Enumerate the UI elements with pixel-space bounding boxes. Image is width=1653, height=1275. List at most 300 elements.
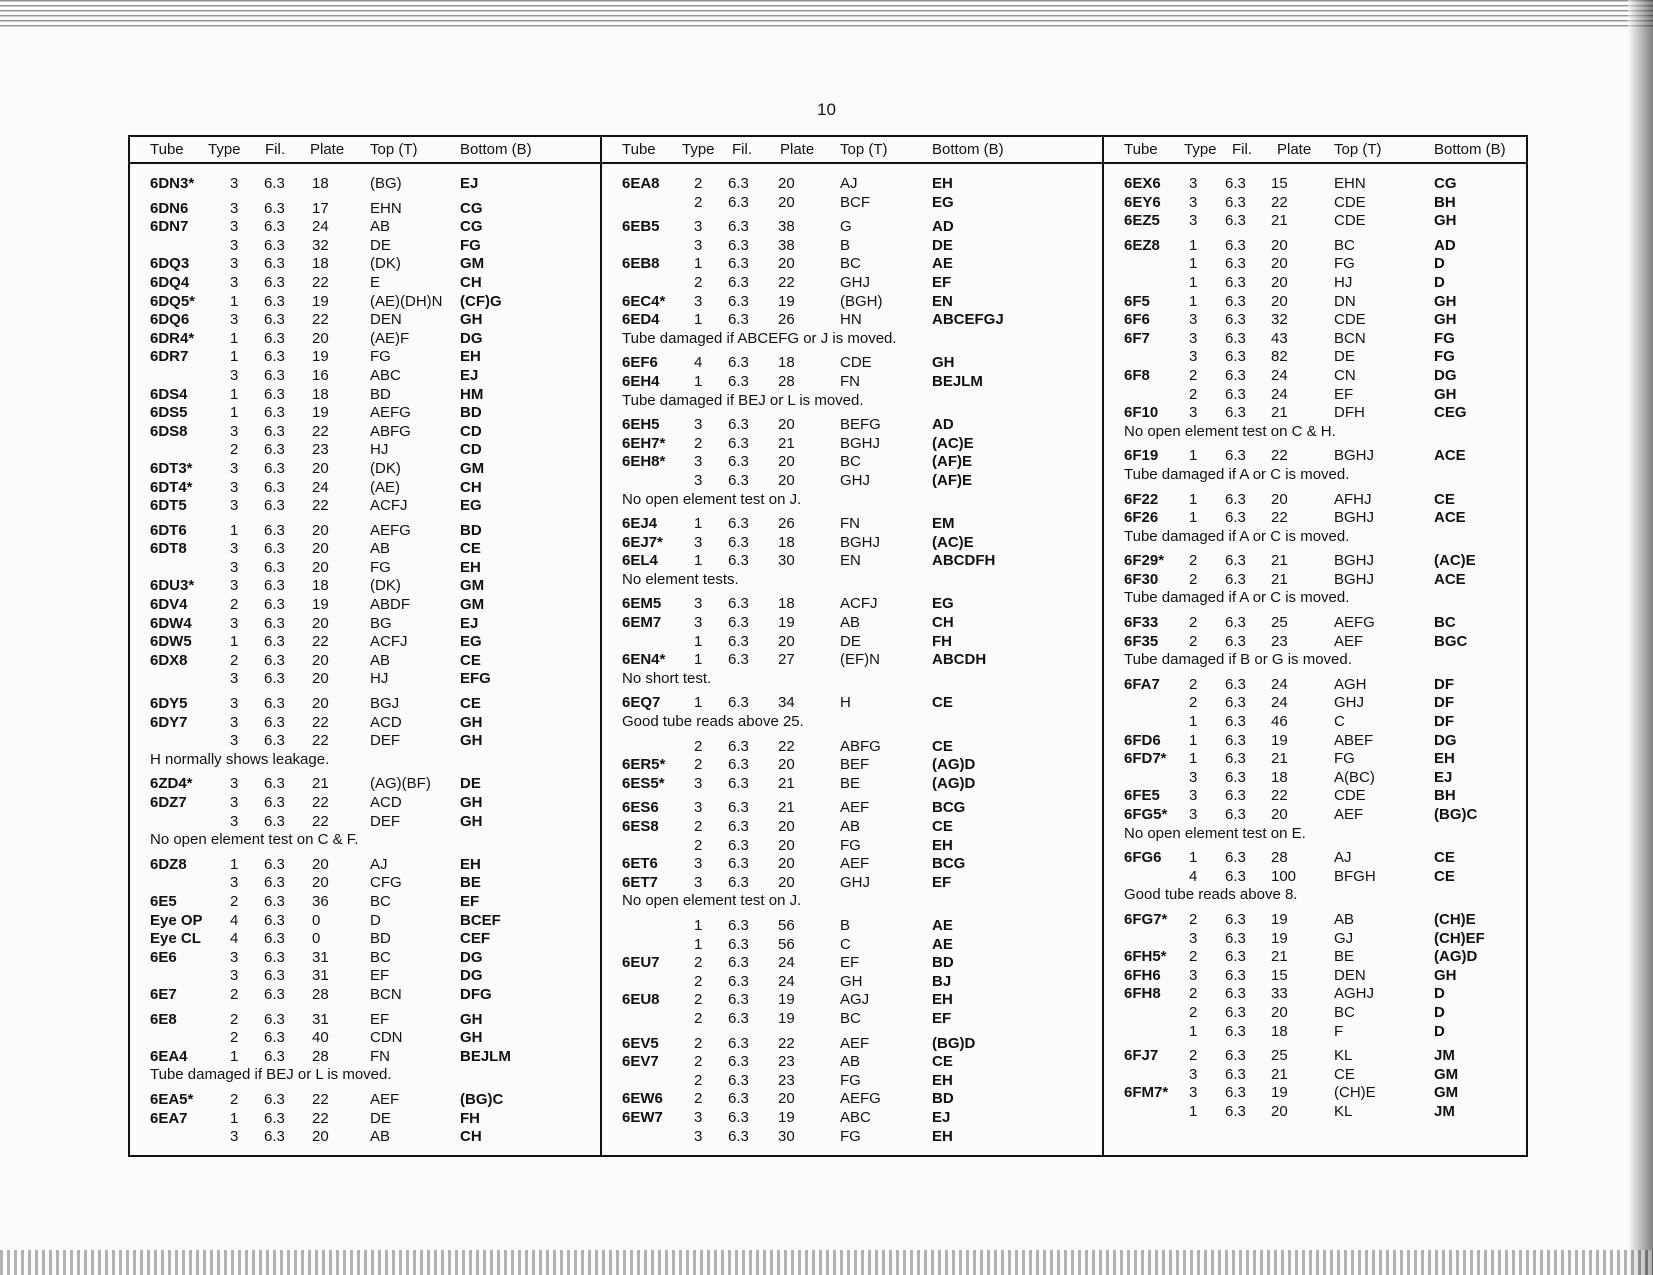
top-cell: BC: [370, 892, 391, 910]
type-cell: 2: [694, 273, 703, 291]
bottom-cell: EN: [932, 292, 953, 310]
top-cell: E: [370, 273, 381, 291]
fil-cell: 6.3: [264, 855, 285, 873]
plate-cell: 18: [1271, 1022, 1288, 1040]
top-cell: CDE: [1334, 787, 1366, 805]
top-cell: BGHJ: [840, 434, 881, 452]
bottom-cell: AE: [932, 916, 953, 934]
note-text: Tube damaged if ABCEFG or J is moved.: [622, 329, 897, 347]
fil-cell: 6.3: [1225, 292, 1246, 310]
fil-cell: 6.3: [728, 694, 749, 712]
bottom-cell: D: [1434, 273, 1445, 291]
table-row: [1104, 552, 1526, 571]
top-cell: BE: [840, 774, 861, 792]
type-cell: 3: [694, 236, 703, 254]
bottom-cell: (AC)E: [1434, 552, 1476, 570]
type-cell: 1: [1189, 255, 1198, 273]
plate-cell: 28: [312, 985, 329, 1003]
column-header: Top (T): [370, 141, 418, 158]
table-row: [1104, 985, 1526, 1004]
plate-cell: 21: [1271, 570, 1288, 588]
type-cell: 3: [694, 416, 703, 434]
top-cell: AGJ: [840, 991, 870, 1009]
column-header: Bottom (B): [932, 141, 1004, 158]
table-row: [130, 559, 600, 578]
plate-cell: 40: [312, 1029, 329, 1047]
bottom-cell: D: [1434, 1003, 1445, 1021]
type-cell: 1: [230, 1047, 239, 1065]
plate-cell: 22: [312, 633, 329, 651]
tube-cell: 6EU8: [622, 991, 660, 1009]
bottom-cell: BEJLM: [460, 1047, 511, 1065]
tube-cell: 6DT6: [150, 521, 187, 539]
top-cell: BGHJ: [1334, 552, 1375, 570]
top-cell: C: [840, 935, 851, 953]
type-cell: 3: [694, 218, 703, 236]
fil-cell: 6.3: [264, 558, 285, 576]
fil-cell: 6.3: [264, 1090, 285, 1108]
plate-cell: 38: [778, 236, 795, 254]
type-cell: 1: [230, 292, 239, 310]
table-row: [602, 1090, 1102, 1109]
table-header: [1104, 137, 1526, 164]
top-cell: BFGH: [1334, 867, 1376, 885]
tube-cell: 6EH8*: [622, 453, 666, 471]
bottom-cell: (CH)E: [1434, 910, 1476, 928]
top-cell: BGHJ: [1334, 509, 1375, 527]
fil-cell: 6.3: [728, 1053, 749, 1071]
type-cell: 1: [694, 255, 703, 273]
plate-cell: 32: [1271, 311, 1288, 329]
column-header: Type: [1184, 141, 1217, 158]
tube-cell: 6EH4: [622, 372, 660, 390]
type-cell: 1: [1189, 731, 1198, 749]
plate-cell: 22: [312, 732, 329, 750]
table-row: [130, 1091, 600, 1110]
type-cell: 2: [1189, 675, 1198, 693]
bottom-cell: DG: [460, 948, 483, 966]
tube-cell: 6ED4: [622, 311, 660, 329]
top-cell: FG: [370, 558, 391, 576]
table-row: [1104, 787, 1526, 806]
bottom-cell: ABCDH: [932, 651, 987, 669]
fil-cell: 6.3: [1225, 849, 1246, 867]
bottom-cell: GM: [460, 577, 485, 595]
fil-cell: 6.3: [728, 935, 749, 953]
table-row: [130, 714, 600, 733]
top-cell: AGHJ: [1334, 985, 1375, 1003]
bottom-cell: BD: [460, 404, 482, 422]
type-cell: 3: [1189, 1084, 1198, 1102]
fil-cell: 6.3: [1225, 806, 1246, 823]
plate-cell: 32: [312, 236, 329, 254]
table-row: [602, 775, 1102, 794]
fil-cell: 6.3: [1225, 1047, 1246, 1065]
fil-cell: 6.3: [264, 404, 285, 422]
bottom-cell: BC: [1434, 614, 1456, 632]
type-cell: 3: [230, 713, 239, 731]
plate-cell: 28: [312, 1047, 329, 1065]
type-cell: 2: [1189, 948, 1198, 966]
bottom-cell: CEG: [1434, 404, 1467, 422]
table-row: [602, 1109, 1102, 1128]
type-cell: 3: [694, 799, 703, 817]
bottom-cell: CE: [932, 818, 953, 835]
table-row: [602, 837, 1102, 856]
plate-cell: 100: [1271, 867, 1297, 885]
fil-cell: 6.3: [264, 596, 285, 614]
fil-cell: 6.3: [1225, 632, 1246, 650]
table-row: [1104, 194, 1526, 213]
bottom-cell: GM: [460, 459, 485, 477]
plate-cell: 22: [1271, 193, 1288, 211]
bottom-cell: BJ: [932, 972, 952, 990]
type-cell: 3: [230, 422, 239, 440]
top-cell: GHJ: [1334, 694, 1364, 712]
type-cell: 4: [230, 930, 239, 948]
plate-cell: 31: [312, 948, 329, 966]
fil-cell: 6.3: [264, 713, 285, 731]
plate-cell: 20: [1271, 255, 1288, 273]
fil-cell: 6.3: [264, 1128, 285, 1146]
bottom-cell: (AG)D: [932, 774, 976, 792]
type-cell: 2: [694, 1034, 703, 1052]
plate-cell: 20: [778, 416, 795, 434]
table-note: [1104, 589, 1526, 608]
type-cell: 3: [230, 255, 239, 273]
type-cell: 2: [1189, 366, 1198, 384]
type-cell: 4: [694, 354, 703, 372]
type-cell: 3: [1189, 768, 1198, 786]
type-cell: 2: [230, 441, 239, 459]
bottom-cell: DF: [1434, 675, 1454, 693]
table-row: [1104, 750, 1526, 769]
tube-cell: 6DQ5*: [150, 292, 196, 310]
bottom-cell: (CH)EF: [1434, 929, 1485, 947]
plate-cell: 22: [312, 497, 329, 515]
bottom-cell: (AC)E: [932, 533, 974, 551]
bottom-cell: D: [1434, 1022, 1445, 1040]
bottom-cell: EH: [932, 836, 953, 854]
plate-cell: 19: [1271, 731, 1288, 749]
bottom-cell: ABCDFH: [932, 552, 996, 570]
table-row: [602, 818, 1102, 837]
tube-cell: 6DY7: [150, 713, 188, 731]
tube-cell: 6DS8: [150, 422, 188, 440]
table-row: [130, 633, 600, 652]
table-note: [1104, 651, 1526, 670]
bottom-cell: FG: [1434, 329, 1455, 347]
plate-cell: 24: [778, 972, 795, 990]
fil-cell: 6.3: [728, 1127, 749, 1145]
type-cell: 2: [694, 1009, 703, 1027]
fil-cell: 6.3: [728, 175, 749, 192]
tube-cell: 6ET6: [622, 855, 658, 873]
tube-cell: 6EH5: [622, 416, 660, 434]
bottom-cell: GH: [1434, 212, 1457, 230]
table-body: [602, 175, 1102, 1146]
note-text: No element tests.: [622, 570, 739, 588]
fil-cell: 6.3: [264, 670, 285, 688]
bottom-cell: CG: [460, 218, 483, 236]
fil-cell: 6.3: [1225, 212, 1246, 230]
table-row: [602, 534, 1102, 553]
bottom-cell: BD: [460, 521, 482, 539]
tube-cell: 6FM7*: [1124, 1084, 1169, 1102]
type-cell: 1: [1189, 509, 1198, 527]
bottom-cell: DF: [1434, 713, 1454, 731]
top-cell: EF: [1334, 385, 1354, 403]
plate-cell: 20: [778, 818, 795, 835]
plate-cell: 20: [312, 670, 329, 688]
bottom-cell: EH: [932, 1127, 953, 1145]
fil-cell: 6.3: [264, 633, 285, 651]
top-cell: HJ: [1334, 273, 1353, 291]
table-row: [602, 1053, 1102, 1072]
tube-cell: 6F22: [1124, 490, 1159, 508]
fil-cell: 6.3: [1225, 750, 1246, 768]
bottom-cell: CH: [932, 614, 954, 632]
tube-cell: 6FH5*: [1124, 948, 1167, 966]
plate-cell: 27: [778, 651, 795, 669]
plate-cell: 18: [312, 385, 329, 403]
tube-cell: 6EB8: [622, 255, 660, 273]
table-row: [602, 293, 1102, 312]
top-cell: KL: [1334, 1047, 1353, 1065]
top-cell: AJ: [1334, 849, 1352, 867]
tube-cell: 6DQ3: [150, 255, 190, 273]
note-text: Tube damaged if BEJ or L is moved.: [622, 391, 864, 409]
top-cell: BD: [370, 385, 391, 403]
plate-cell: 22: [1271, 447, 1288, 465]
fil-cell: 6.3: [1225, 1084, 1246, 1102]
type-cell: 3: [230, 236, 239, 254]
fil-cell: 6.3: [728, 991, 749, 1009]
table-row: [130, 1048, 600, 1067]
fil-cell: 6.3: [728, 354, 749, 372]
plate-cell: 43: [1271, 329, 1288, 347]
plate-cell: 33: [1271, 985, 1288, 1003]
table-column-1: [130, 137, 600, 1155]
table-row: [1104, 849, 1526, 868]
plate-cell: 20: [778, 193, 795, 211]
bottom-cell: AD: [932, 416, 954, 434]
bottom-cell: GH: [460, 812, 483, 830]
note-text: No open element test on C & F.: [150, 831, 359, 849]
top-cell: AEF: [370, 1090, 400, 1108]
tube-cell: 6F8: [1124, 366, 1150, 384]
plate-cell: 22: [778, 737, 795, 755]
top-cell: (AE)F: [370, 329, 410, 347]
fil-cell: 6.3: [1225, 948, 1246, 966]
bottom-cell: (AC)E: [932, 434, 974, 452]
plate-cell: 18: [1271, 768, 1288, 786]
top-cell: BC: [840, 453, 861, 471]
type-cell: 3: [694, 774, 703, 792]
bottom-cell: EF: [460, 892, 480, 910]
plate-cell: 22: [1271, 509, 1288, 527]
plate-cell: 0: [312, 930, 321, 948]
fil-cell: 6.3: [264, 651, 285, 669]
top-cell: AB: [370, 218, 391, 236]
type-cell: 3: [1189, 1065, 1198, 1083]
plate-cell: 20: [1271, 236, 1288, 254]
type-cell: 2: [1189, 632, 1198, 650]
table-column-3: [1104, 137, 1526, 1155]
table-row: [130, 1029, 600, 1048]
column-header: Fil.: [265, 141, 285, 158]
top-cell: BGJ: [370, 695, 400, 713]
table-column-2: [602, 137, 1102, 1155]
fil-cell: 6.3: [1225, 1003, 1246, 1021]
table-row: [602, 1010, 1102, 1029]
fil-cell: 6.3: [264, 794, 285, 811]
plate-cell: 19: [1271, 929, 1288, 947]
top-cell: DFH: [1334, 404, 1365, 422]
top-cell: AEFG: [370, 404, 411, 422]
type-cell: 1: [1189, 236, 1198, 254]
fil-cell: 6.3: [264, 695, 285, 713]
fil-cell: 6.3: [728, 416, 749, 434]
type-cell: 2: [230, 1090, 239, 1108]
table-note: [602, 713, 1102, 732]
fil-cell: 6.3: [264, 311, 285, 329]
plate-cell: 19: [312, 404, 329, 422]
plate-cell: 19: [778, 614, 795, 632]
type-cell: 1: [694, 694, 703, 712]
table-row: [602, 175, 1102, 194]
bottom-cell: EF: [932, 873, 952, 891]
bottom-cell: AD: [1434, 236, 1456, 254]
fil-cell: 6.3: [728, 916, 749, 934]
fil-cell: 6.3: [264, 218, 285, 236]
note-text: Tube damaged if A or C is moved.: [1124, 589, 1350, 607]
bottom-cell: D: [1434, 985, 1445, 1003]
tube-cell: 6ES6: [622, 799, 659, 817]
top-cell: BE: [1334, 948, 1355, 966]
plate-cell: 20: [778, 855, 795, 873]
tube-cell: 6DX8: [150, 651, 188, 669]
tube-cell: 6EU7: [622, 954, 660, 972]
plate-cell: 56: [778, 916, 795, 934]
scan-edge-right: [1628, 0, 1653, 1275]
type-cell: 1: [694, 916, 703, 934]
plate-cell: 22: [1271, 787, 1288, 805]
top-cell: (DK): [370, 577, 401, 595]
top-cell: EHN: [370, 199, 402, 217]
type-cell: 3: [230, 199, 239, 217]
top-cell: AB: [840, 818, 861, 835]
type-cell: 2: [1189, 1003, 1198, 1021]
top-cell: FG: [840, 836, 861, 854]
tube-cell: 6DQ6: [150, 311, 190, 329]
fil-cell: 6.3: [728, 193, 749, 211]
bottom-cell: EH: [1434, 750, 1455, 768]
tube-cell: 6FD7*: [1124, 750, 1167, 768]
table-note: [1104, 466, 1526, 485]
fil-cell: 6.3: [728, 972, 749, 990]
tube-cell: 6EZ8: [1124, 236, 1160, 254]
top-cell: BGHJ: [1334, 447, 1375, 465]
top-cell: GHJ: [840, 873, 870, 891]
fil-cell: 6.3: [264, 478, 285, 496]
table-note: [602, 491, 1102, 510]
fil-cell: 6.3: [264, 273, 285, 291]
bottom-cell: HM: [460, 385, 484, 403]
note-text: Tube damaged if A or C is moved.: [1124, 527, 1350, 545]
table-row: [602, 595, 1102, 614]
column-header: Top (T): [840, 141, 888, 158]
table-row: [1104, 1084, 1526, 1103]
column-header: Top (T): [1334, 141, 1382, 158]
bottom-cell: GH: [460, 732, 483, 750]
column-header: Fil.: [732, 141, 752, 158]
type-cell: 2: [694, 434, 703, 452]
tube-cell: 6DT5: [150, 497, 187, 515]
plate-cell: 20: [778, 1090, 795, 1108]
type-cell: 1: [230, 329, 239, 347]
top-cell: FG: [840, 1127, 861, 1145]
top-cell: DEN: [1334, 966, 1366, 984]
table-note: [1104, 886, 1526, 905]
type-cell: 2: [230, 892, 239, 910]
type-cell: 1: [694, 515, 703, 533]
table-row: [1104, 676, 1526, 695]
bottom-cell: EJ: [460, 614, 479, 632]
table-row: [602, 373, 1102, 392]
top-cell: ABC: [370, 366, 401, 384]
tube-cell: 6EQ7: [622, 694, 661, 712]
bottom-cell: GH: [1434, 385, 1457, 403]
plate-cell: 19: [778, 1108, 795, 1126]
fil-cell: 6.3: [728, 756, 749, 774]
fil-cell: 6.3: [1225, 509, 1246, 527]
table-row: [602, 917, 1102, 936]
bottom-cell: EJ: [460, 366, 479, 384]
bottom-cell: EF: [932, 1009, 952, 1027]
fil-cell: 6.3: [264, 236, 285, 254]
table-row: [602, 274, 1102, 293]
bottom-cell: EG: [932, 595, 954, 613]
fil-cell: 6.3: [264, 892, 285, 910]
bottom-cell: AE: [932, 935, 953, 953]
fil-cell: 6.3: [728, 737, 749, 755]
table-row: [602, 218, 1102, 237]
top-cell: (BGH): [840, 292, 883, 310]
plate-cell: 20: [312, 874, 329, 892]
top-cell: CE: [1334, 1065, 1355, 1083]
top-cell: DEF: [370, 812, 400, 830]
table-row: [1104, 293, 1526, 312]
table-row: [1104, 732, 1526, 751]
plate-cell: 20: [1271, 273, 1288, 291]
plate-cell: 36: [312, 892, 329, 910]
tube-cell: 6ES5*: [622, 774, 665, 792]
tube-cell: 6F19: [1124, 447, 1159, 465]
bottom-cell: CH: [460, 1128, 482, 1146]
tube-cell: 6F26: [1124, 509, 1159, 527]
top-cell: GHJ: [840, 273, 870, 291]
plate-cell: 18: [778, 354, 795, 372]
table-row: [602, 738, 1102, 757]
bottom-cell: CE: [932, 694, 953, 712]
plate-cell: 21: [312, 775, 329, 793]
table-row: [130, 577, 600, 596]
bottom-cell: DG: [1434, 366, 1457, 384]
plate-cell: 20: [312, 459, 329, 477]
plate-cell: 20: [312, 521, 329, 539]
tube-cell: 6EV7: [622, 1053, 659, 1071]
